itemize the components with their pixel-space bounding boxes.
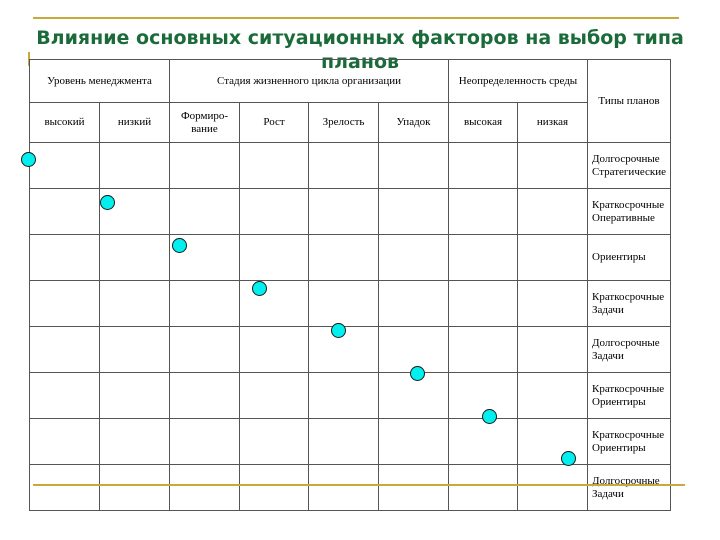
bottom-decorative-rule bbox=[33, 484, 685, 486]
marker-dot-row-6 bbox=[410, 366, 425, 381]
subheader-cell: Зрелость bbox=[309, 103, 379, 143]
subheader-cell: низкий bbox=[100, 103, 170, 143]
table-row bbox=[30, 373, 671, 419]
subheader-cell: Формиро-вание bbox=[170, 103, 240, 143]
table-row bbox=[30, 143, 671, 189]
group-header-row bbox=[30, 60, 671, 103]
subheader-cell: высокая bbox=[449, 103, 518, 143]
table-row bbox=[30, 465, 671, 511]
header-environment-uncertainty: Неопределенность среды bbox=[449, 60, 588, 103]
subheader-cell: Рост bbox=[240, 103, 309, 143]
factors-table bbox=[29, 59, 671, 511]
marker-dot-row-5 bbox=[331, 323, 346, 338]
header-lifecycle-stage: Стадия жизненного цикла организации bbox=[170, 60, 449, 103]
header-plan-types: Типы планов bbox=[588, 60, 671, 143]
plan-type-cell: Краткосрочные Оперативные bbox=[588, 189, 671, 235]
plan-type-cell: Краткосрочные Ориентиры bbox=[588, 373, 671, 419]
marker-dot-row-8 bbox=[561, 451, 576, 466]
slide-title: Влияние основных ситуационных факторов на выбор типа планов bbox=[36, 27, 684, 73]
plan-type-cell: Долгосрочные Задачи bbox=[588, 327, 671, 373]
sub-header-row bbox=[30, 103, 671, 143]
table-row bbox=[30, 281, 671, 327]
plan-type-cell: Краткосрочные Задачи bbox=[588, 281, 671, 327]
plan-type-cell: Ориентиры bbox=[588, 235, 671, 281]
plan-type-cell: Долгосрочные Задачи bbox=[588, 465, 671, 511]
plan-type-cell: Краткосрочные Ориентиры bbox=[588, 419, 671, 465]
header-management-level: Уровень менеджмента bbox=[30, 60, 170, 103]
subheader-cell: высокий bbox=[30, 103, 100, 143]
top-decorative-rule bbox=[33, 17, 679, 19]
plan-type-cell: Долгосрочные Стратегические bbox=[588, 143, 671, 189]
table-row bbox=[30, 235, 671, 281]
table-row bbox=[30, 327, 671, 373]
marker-dot-row-2 bbox=[100, 195, 115, 210]
marker-dot-row-3 bbox=[172, 238, 187, 253]
subheader-cell: Упадок bbox=[379, 103, 449, 143]
marker-dot-row-1 bbox=[21, 152, 36, 167]
subheader-cell: низкая bbox=[518, 103, 588, 143]
table-row bbox=[30, 189, 671, 235]
marker-dot-row-4 bbox=[252, 281, 267, 296]
marker-dot-row-7 bbox=[482, 409, 497, 424]
